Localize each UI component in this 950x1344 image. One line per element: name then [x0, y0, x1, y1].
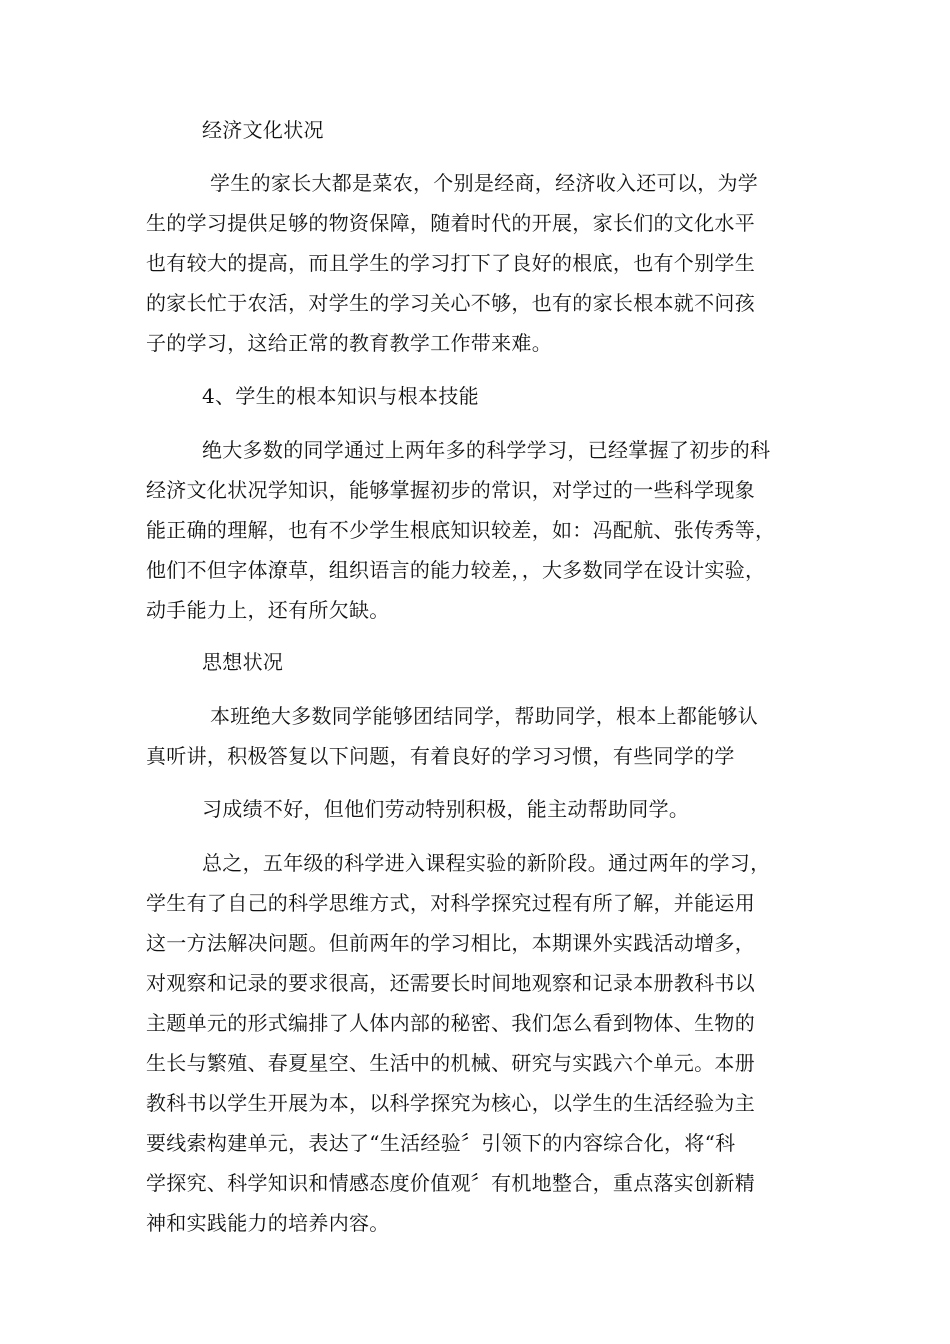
paragraph-summary-line-3: 这一方法解决问题。但前两年的学习相比，本期课外实践活动增多，: [146, 931, 755, 955]
paragraph-ideology-line-2: 真听讲，积极答复以下问题，有着良好的学习习惯，有些同学的学: [146, 744, 735, 768]
section-heading-ideology: 思想状况: [202, 650, 284, 674]
paragraph-economy-line-2: 生的学习提供足够的物资保障，随着时代的开展，家长们的文化水平: [146, 211, 755, 235]
paragraph-knowledge-line-2: 经济文化状况学知识，能够掌握初步的常识，对学过的一些科学现象: [146, 478, 755, 502]
paragraph-summary-line-5: 主题单元的形式编排了人体内部的秘密、我们怎么看到物体、生物的: [146, 1011, 755, 1035]
paragraph-summary-line-8: 要线索构建单元，表达了“生活经验〞引领下的内容综合化，将“科: [146, 1131, 736, 1155]
paragraph-knowledge-line-1: 绝大多数的同学通过上两年多的科学学习，已经掌握了初步的科: [202, 438, 771, 462]
paragraph-economy-line-1: 学生的家长大都是菜农，个别是经商，经济收入还可以，为学: [210, 171, 759, 195]
paragraph-economy-line-5: 子的学习，这给正常的教育教学工作带来难。: [146, 331, 552, 355]
paragraph-summary-line-10: 神和实践能力的培养内容。: [146, 1211, 390, 1235]
paragraph-economy-line-4: 的家长忙于农活，对学生的学习关心不够，也有的家长根本就不问孩: [146, 291, 755, 315]
paragraph-knowledge-line-3: 能正确的理解，也有不少学生根底知识较差，如：冯配航、张传秀等，: [146, 518, 776, 542]
paragraph-economy-line-3: 也有较大的提高，而且学生的学习打下了良好的根底，也有个别学生: [146, 251, 755, 275]
section-heading-economy: 经济文化状况: [202, 118, 324, 142]
paragraph-grades-line-1: 习成绩不好，但他们劳动特别积极，能主动帮助同学。: [202, 797, 690, 821]
paragraph-summary-line-4: 对观察和记录的要求很高，还需要长时间地观察和记录本册教科书以: [146, 971, 755, 995]
paragraph-knowledge-line-5: 动手能力上，还有所欠缺。: [146, 598, 390, 622]
paragraph-summary-line-1: 总之，五年级的科学进入课程实验的新阶段。通过两年的学习，: [202, 851, 771, 875]
section-heading-knowledge: 4、学生的根本知识与根本技能: [202, 384, 479, 408]
paragraph-summary-line-9: 学探究、科学知识和情感态度价值观〞有机地整合，重点落实创新精: [146, 1171, 755, 1195]
paragraph-summary-line-7: 教科书以学生开展为本，以科学探究为核心，以学生的生活经验为主: [146, 1091, 755, 1115]
paragraph-ideology-line-1: 本班绝大多数同学能够团结同学，帮助同学，根本上都能够认: [210, 704, 759, 728]
paragraph-summary-line-2: 学生有了自己的科学思维方式，对科学探究过程有所了解，并能运用: [146, 891, 755, 915]
paragraph-knowledge-line-4: 他们不但字体潦草，组织语言的能力较差，，大多数同学在设计实验，: [146, 558, 766, 582]
paragraph-summary-line-6: 生长与繁殖、春夏星空、生活中的机械、研究与实践六个单元。本册: [146, 1051, 755, 1075]
